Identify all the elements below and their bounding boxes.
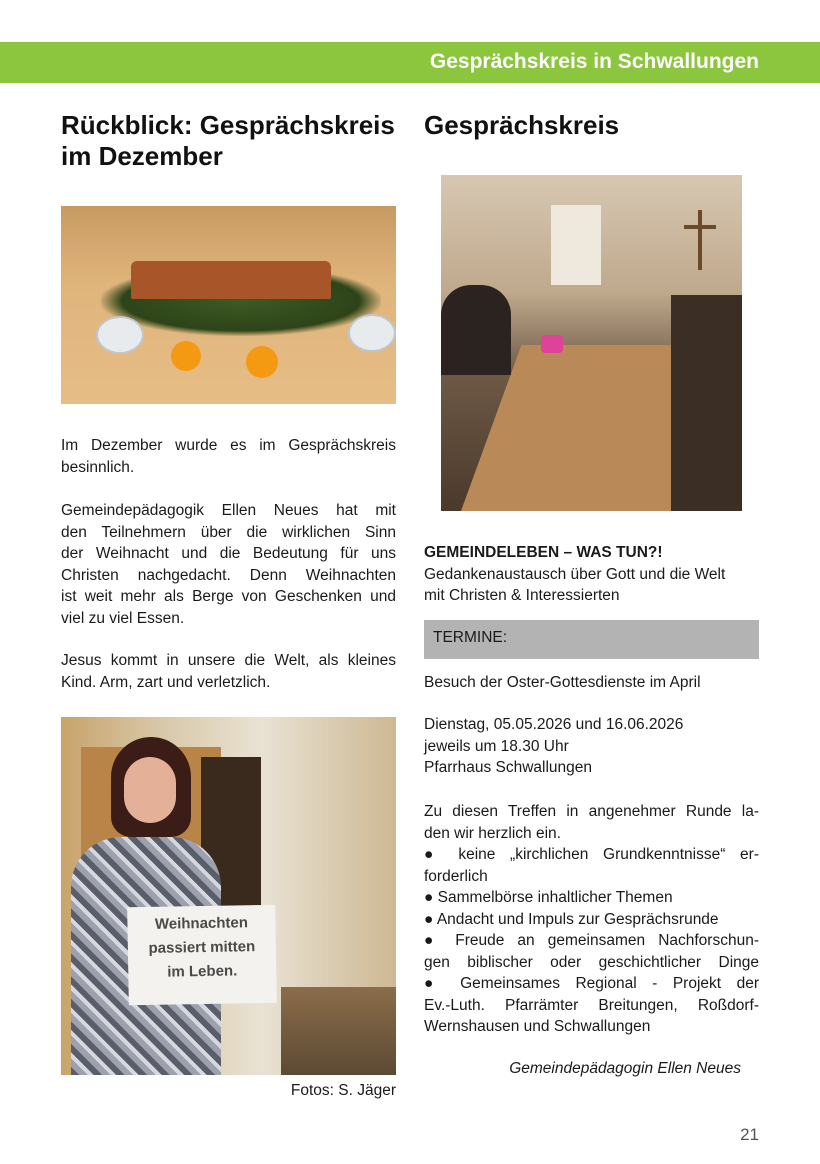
text-line: jeweils um 18.30 Uhr — [424, 737, 569, 755]
right-article-title: Gesprächskreis — [424, 110, 620, 140]
list-item: ● Freude an gemeinsamen Nachforschun- — [424, 932, 759, 949]
termine-banner — [424, 620, 759, 659]
text-line: Jesus kommt in unsere die Welt, als kleines — [61, 652, 396, 669]
text-line: den Teilnehmern über die wirklichen Sinn — [61, 523, 396, 541]
photo-woman-with-sign — [61, 717, 396, 1075]
text-line: Gedankenaustausch über Gott und die Welt — [424, 565, 726, 583]
title-line: im Dezember — [61, 141, 223, 171]
list-item: ● keine „kirchlichen Grundkenntnisse“ er- — [424, 846, 759, 863]
title-line: Rückblick: Gesprächskreis — [61, 110, 395, 140]
text-line: der Weihnacht und die Bedeutung für uns — [61, 545, 396, 562]
text-line: forderlich — [424, 867, 488, 885]
sign-line: im Leben. — [167, 962, 238, 981]
text-line: mit Christen & Interessierten — [424, 587, 620, 604]
list-item: ● Andacht und Impuls zur Gesprächsrunde — [424, 910, 719, 928]
text-line: Ev.-Luth. Pfarrämter Breitungen, Roßdorf- — [424, 996, 759, 1014]
list-item: ● Sammelbörse inhaltlicher Themen — [424, 889, 673, 906]
text-line: besinnlich. — [61, 458, 135, 476]
text-line: viel zu viel Essen. — [61, 609, 185, 627]
event-dates — [424, 714, 759, 779]
text-line: Dienstag, 05.05.2026 und 16.06.2026 — [424, 716, 684, 733]
text-line: Wernshausen und Schwallungen — [424, 1018, 651, 1035]
text-line: den wir herzlich ein. — [424, 824, 561, 842]
photo-group-gathering — [441, 175, 742, 511]
left-paragraph-2 — [61, 500, 396, 629]
text-line: Pfarrhaus Schwallungen — [424, 759, 593, 776]
event-oster: Besuch der Oster-Gottesdienste im April — [424, 674, 701, 691]
text-line: Zu diesen Treffen in angenehmer Runde la- — [424, 803, 759, 820]
subtitle-heading: GEMEINDELEBEN – WAS TUN?! — [424, 544, 663, 561]
section-header-band — [0, 42, 820, 83]
list-item: ● Gemeinsames Regional - Projekt der — [424, 975, 759, 992]
left-paragraph-3 — [61, 650, 396, 693]
text-line: ist weit mehr als Berge von Geschenken und — [61, 588, 396, 605]
signature: Gemeindepädagogin Ellen Neues — [509, 1060, 741, 1077]
page-number: 21 — [740, 1125, 759, 1144]
text-line: Im Dezember wurde es im Gesprächskreis — [61, 437, 396, 454]
left-article-title — [61, 110, 395, 172]
photo-credit: Fotos: S. Jäger — [290, 1082, 396, 1099]
photo-sign-lettering — [127, 905, 277, 1006]
text-line: Gemeindepädagogik Ellen Neues hat mit — [61, 502, 396, 519]
sign-line: Weihnachten — [154, 914, 249, 933]
termine-label: TERMINE: — [433, 629, 508, 646]
sign-line: passiert mitten — [148, 938, 256, 957]
photo-advent-decoration — [61, 206, 396, 404]
left-paragraph-1 — [61, 435, 396, 478]
invite-list — [424, 801, 759, 1038]
text-line: Christen nachgedacht. Denn Weihnachten — [61, 566, 396, 584]
section-title: Gesprächskreis in Schwallungen — [429, 50, 759, 73]
text-line: gen biblischer oder geschichtlicher Dinge — [424, 953, 759, 971]
text-line: Kind. Arm, zart und verletzlich. — [61, 673, 271, 691]
right-intro — [424, 542, 759, 607]
